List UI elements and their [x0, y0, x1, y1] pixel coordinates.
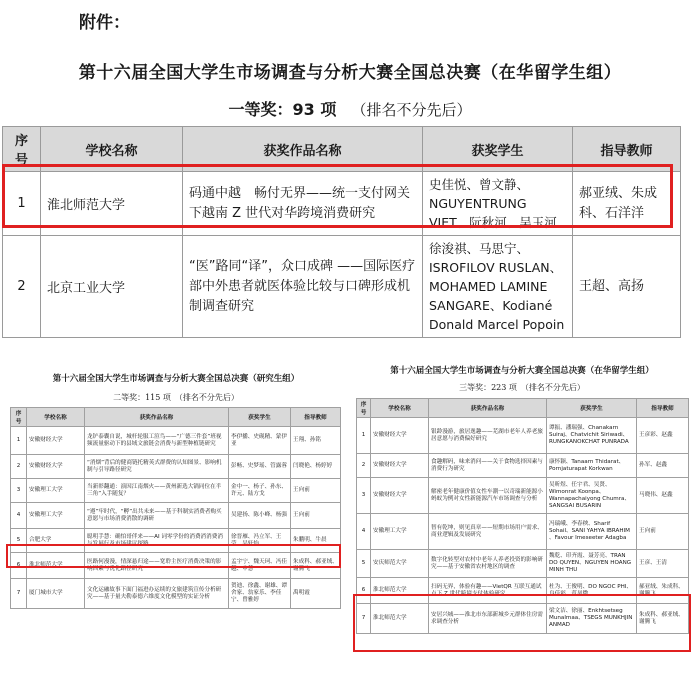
cell-school: 厦门城市大学: [27, 579, 85, 609]
cell-work: 安居兴城——淮北市东部新城乡元群体住房需求调查分析: [429, 604, 547, 634]
header-students: 获奖学生: [229, 408, 291, 427]
header-students: 获奖学生: [547, 399, 637, 418]
cell-teachers: 王向前: [291, 479, 341, 503]
header-work: 获奖作品名称: [183, 127, 423, 172]
cell-students: 冯瑞峨、李春秧、Sharif Sohail、SANI YAHYA IBRAHIM 、Favour Imeseeter Adagba: [547, 514, 637, 550]
cell-school: 安徽财经大学: [27, 427, 85, 455]
cell-work: 数字化转型对农村中老年人养老投资的影响研究——基于安徽省农村地区的调查: [429, 550, 547, 578]
table-row: [357, 550, 689, 578]
table-row: [11, 553, 341, 579]
cell-students: 魏乾、印齐霞、聂芳亮、TRAN DO QUYEN、NGUYEN HOANG MINH THU: [547, 550, 637, 578]
cell-work: “消烟”背后的健商链托精英式群费的认知图景、影响机制与引导路径研究: [85, 455, 229, 479]
table-row: [357, 454, 689, 478]
cell-no: 4: [11, 503, 27, 529]
cell-students: 吴昕煜、任宇君、吴贤、Wimonrat Koonpa、Wannapachaiyong Chumra、SANGSAI BUSARIN: [547, 478, 637, 514]
header-teachers: 指导教师: [291, 408, 341, 427]
table-header-row: [3, 127, 681, 172]
table-row: [357, 418, 689, 454]
cell-work: 解密老年健康价值女性车潮一以奇瑞新能源小蚂蚁为例对女性新能源汽车市场调查与分析: [429, 478, 547, 514]
cell-teachers: 朱成科、郝亚绒、谢腾飞: [291, 553, 341, 579]
table-row: [3, 236, 681, 338]
header-work: 获奖作品名称: [429, 399, 547, 418]
table-row: [11, 455, 341, 479]
table-row: [357, 478, 689, 514]
header-no: 序号: [357, 399, 371, 418]
row-teachers: 郝亚绒、朱成科、石洋洋: [573, 172, 681, 236]
cell-work: 智有乾坤，则见真章——短期市场用户需求、商业逻辑及发展研究: [429, 514, 547, 550]
cell-no: 2: [11, 455, 27, 479]
row-work: “医”路同“译”，众口成碑 ——国际医疗部中外患者就医体验比较与口碑形成机制调查研究: [183, 236, 423, 338]
cell-students: 谭振、潘瑞强、Chanakarn Suiraj、Chatvichit Siriwadi、RUNGKANOKCHAT PUNRADA: [547, 418, 637, 454]
cell-teachers: 王翔、孙铭: [291, 427, 341, 455]
cell-school: 安徽财经大学: [371, 418, 429, 454]
cell-work: 医路何漫漫，情深悬归途——宽聆主医疗消费决策的影响因素与优化路径研究: [85, 553, 229, 579]
cell-no: 7: [11, 579, 27, 609]
cell-teachers: 朱鹏明、牛晨: [291, 529, 341, 553]
cell-teachers: 禹明霞: [291, 579, 341, 609]
awards-table: [2, 126, 681, 338]
header-school: 学校名称: [27, 408, 85, 427]
cell-no: 4: [357, 514, 371, 550]
panel-subtitle: 三等奖：223 项 （排名不分先后）: [459, 383, 585, 392]
row-work: 码通中越 畅付无界——统一支付网关下越南 Z 世代对华跨境消费研究: [183, 172, 423, 236]
cell-students: 杜为、王俊明、DO NGOC PHI、良佳彩、范凤微: [547, 578, 637, 604]
header-no: 序号: [3, 127, 41, 172]
cell-students: 吴建扬、陈小峰、杨强: [229, 503, 291, 529]
table-row: [3, 172, 681, 236]
table-row: [11, 427, 341, 455]
table-row: [357, 604, 689, 634]
cell-work: 文化运融故事下面门福进办运续的文旅建筑宣传分析研究——基于量夫勒泰德六维度文化模型的实证分析: [85, 579, 229, 609]
cell-school: 安徽财经大学: [371, 454, 429, 478]
table-row: [11, 479, 341, 503]
cell-teachers: 王向前: [637, 514, 689, 550]
graduate-panel: [6, 352, 346, 674]
header-teachers: 指导教师: [573, 127, 681, 172]
row-no: 1: [3, 172, 41, 236]
award-heading: [0, 97, 700, 120]
cell-no: 3: [11, 479, 27, 503]
cell-teachers: 孙军、赵鑫: [637, 454, 689, 478]
panel-title: 第十六届全国大学生市场调查与分析大赛全国总决赛（在华留学生组）: [390, 366, 654, 376]
panel-table: [356, 398, 689, 634]
table-row: [357, 578, 689, 604]
table-row: [11, 503, 341, 529]
cell-students: 孟宇宁、魏天珂、冯佳越、申慧: [229, 553, 291, 579]
cell-work: 当新彰翻通：演因江南烟火——黄州新选大锅同位在半三角”入手随复？: [85, 479, 229, 503]
cell-school: 安庆师范大学: [371, 550, 429, 578]
panel-table: [10, 407, 341, 609]
award-label: 一等奖：93 项: [228, 100, 337, 119]
cell-no: 1: [11, 427, 27, 455]
cell-school: 安徽财经大学: [371, 478, 429, 514]
row-school: 北京工业大学: [41, 236, 183, 338]
cell-teachers: 郝亚绒、朱成科、谢腾飞: [637, 578, 689, 604]
attachment-label: 附件：: [79, 13, 130, 33]
table-row: [11, 529, 341, 553]
cell-no: 6: [11, 553, 27, 579]
cell-students: 徐晋雁、冯立军、王莹、吴轩怡: [229, 529, 291, 553]
header-teachers: 指导教师: [637, 399, 689, 418]
table-row: [11, 579, 341, 609]
cell-school: 安徽理工大学: [371, 514, 429, 550]
cell-no: 3: [357, 478, 371, 514]
header-school: 学校名称: [371, 399, 429, 418]
row-teachers: 王超、高扬: [573, 236, 681, 338]
cell-school: 淮北师范大学: [371, 604, 429, 634]
cell-no: 6: [357, 578, 371, 604]
cell-students: 贺迪、徐鑫、谢雄、谭舍家、翁家乐、李佳宁、曾雅婷: [229, 579, 291, 609]
cell-school: 安徽财经大学: [27, 455, 85, 479]
document-top: [0, 0, 700, 330]
table-row: [357, 514, 689, 550]
cell-students: 金中一、杨子、孙东、许元、陆方戈: [229, 479, 291, 503]
header-school: 学校名称: [41, 127, 183, 172]
cell-work: 食趣解码，味来消问——关于食物选择因素与消费行为研究: [429, 454, 547, 478]
main-title: 第十六届全国大学生市场调查与分析大赛全国总决赛（在华留学生组）: [78, 63, 622, 83]
award-note: （排名不分先后）: [351, 101, 472, 119]
cell-teachers: 王彦、王清: [637, 550, 689, 578]
cell-students: 彭畅、史梦瑶、管露蓉: [229, 455, 291, 479]
table-header-row: [11, 408, 341, 427]
cell-teachers: 王向前: [291, 503, 341, 529]
cell-no: 5: [357, 550, 371, 578]
table-header-row: [357, 399, 689, 418]
cell-students: 康怀颖、Tanaarn Thidarat、Pornjaturapat Korkwan: [547, 454, 637, 478]
cell-school: 安徽理工大学: [27, 503, 85, 529]
cell-teachers: 马晓伟、赵鑫: [637, 478, 689, 514]
cell-work: “遵”牢时代，“孵”出共未来——基于科制实消费者购买意愿与市场消费消散的调研: [85, 503, 229, 529]
cell-school: 淮北师范大学: [371, 578, 429, 604]
cell-teachers: 闫晓艳、杨婷婷: [291, 455, 341, 479]
header-work: 获奖作品名称: [85, 408, 229, 427]
cell-school: 合肥大学: [27, 529, 85, 553]
panel-title: 第十六届全国大学生市场调查与分析大赛全国总决赛（研究生组）: [52, 374, 300, 384]
cell-school: 安徽理工大学: [27, 479, 85, 503]
cell-no: 7: [357, 604, 371, 634]
cell-work: 银龄漫游，旅居逸趣——芜湖市老年人养老旅居意愿与消费偏好研究: [429, 418, 547, 454]
header-students: 获奖学生: [423, 127, 573, 172]
cell-students: 李伊播、史砚精、蒙伊亚: [229, 427, 291, 455]
cell-students: 梁文洁、徐丽、Enkhtsetseg Munalmaa、TSEGS MUNKHJIN ANMAD: [547, 604, 637, 634]
row-students: 史佳悦、曾文静、NGUYENTRUNG VIET、阮秋河、吴玉河: [423, 172, 573, 236]
cell-teachers: 王彦彩、赵鑫: [637, 418, 689, 454]
international-panel: [352, 352, 692, 674]
panel-subtitle: 二等奖：115 项 （排名不分先后）: [113, 393, 239, 402]
row-students: 徐浚祺、马思宁、ISROFILOV RUSLAN、MOHAMED LAMINE SANGARE、Kodiané Donald Marcel Popoin: [423, 236, 573, 338]
cell-teachers: 朱成科、郝亚绒、谢腾飞: [637, 604, 689, 634]
cell-work: 聪明手慧：确怕哥伴来——AI 词零学份的消费消消费消与发展行及市场建议探路: [85, 529, 229, 553]
cell-work: 扫码无界，体验有趣——VietQR 互联互通试点下 Z 世代跨境支付体验研究: [429, 578, 547, 604]
cell-work: 龙铲泰囊自说，城杆轮服工渲鸟——“广德三件套”班视频流量驱动下的县域文旅链会消费与新型种植链研究: [85, 427, 229, 455]
row-no: 2: [3, 236, 41, 338]
cell-no: 2: [357, 454, 371, 478]
cell-school: 淮北师范大学: [27, 553, 85, 579]
cell-no: 1: [357, 418, 371, 454]
row-school: 淮北师范大学: [41, 172, 183, 236]
cell-no: 5: [11, 529, 27, 553]
header-no: 序号: [11, 408, 27, 427]
